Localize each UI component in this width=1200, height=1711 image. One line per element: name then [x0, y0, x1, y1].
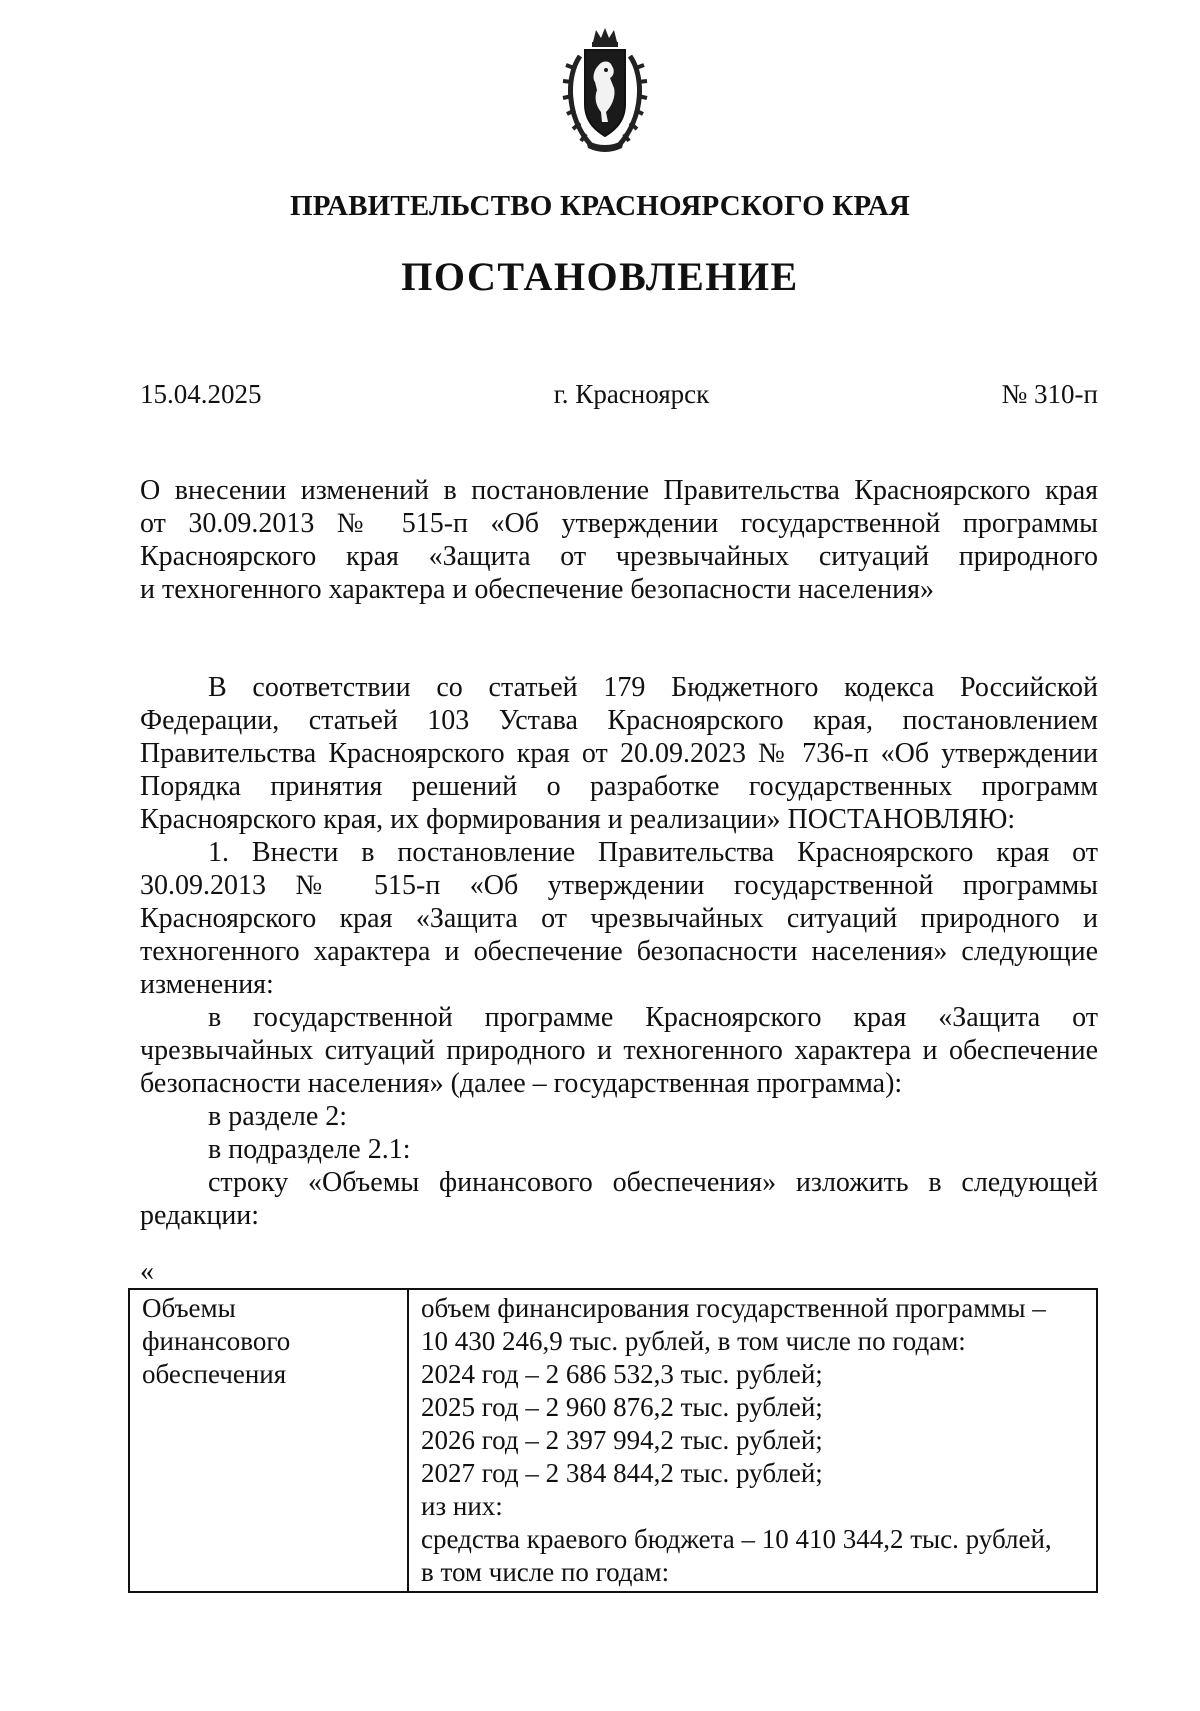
- value-line: объем финансирования государственной программы –: [421, 1293, 1046, 1323]
- value-line: из них:: [421, 1491, 503, 1521]
- table-row: [129, 1289, 1097, 1592]
- value-line: 2025 год – 2 960 876,2 тыс. рублей;: [421, 1392, 823, 1422]
- document-type-title: ПОСТАНОВЛЕНИЕ: [401, 254, 799, 299]
- row-instruction-paragraph: строку «Объемы финансового обеспечения» изложить в следующей редакции:: [140, 1167, 1098, 1231]
- document-date: 15.04.2025: [140, 379, 262, 409]
- subject-line: от 30.09.2013 № 515-п «Об утверждении государственной программы: [140, 508, 1098, 539]
- preamble-paragraph: В соответствии со статьей 179 Бюджетного кодекса Российской Федерации, статьей 103 Устава Красноярского края, постановлением Правительства Красноярского края от 20.09.2023 № 736-п «Об утверждении Порядка принятия решений о разработке государственных программ Красноярского края, их формирования и реализации» ПОСТАНОВЛЯЮ:: [140, 672, 1098, 835]
- value-line: 2024 год – 2 686 532,3 тыс. рублей;: [421, 1359, 823, 1389]
- opening-quote: «: [140, 1256, 154, 1287]
- subject-line: О внесении изменений в постановление Правительства Красноярского края: [140, 475, 1098, 506]
- table-label-cell: [129, 1289, 408, 1592]
- subject-line: Красноярского края «Защита от чрезвычайных ситуаций природного: [140, 541, 1098, 572]
- document-city: г. Красноярск: [553, 379, 710, 409]
- value-line: 2026 год – 2 397 994,2 тыс. рублей;: [421, 1425, 823, 1455]
- section-paragraph: в разделе 2:: [208, 1101, 348, 1132]
- label-line: обеспечения: [142, 1359, 287, 1389]
- item-1-paragraph: 1. Внести в постановление Правительства Красноярского края от 30.09.2013 № 515-п «Об утверждении государственной программы Красноярского края «Защита от чрезвычайных ситуаций природного и техногенного характера и обеспечение безопасности населения» следующие изменения:: [140, 837, 1098, 1000]
- financing-table: [128, 1288, 1098, 1593]
- program-paragraph: в государственной программе Красноярского края «Защита от чрезвычайных ситуаций природного и техногенного характера и обеспечение безопасности населения» (далее – государственная программа):: [140, 1002, 1098, 1099]
- subject-line: и техногенного характера и обеспечение безопасности населения»: [140, 574, 934, 605]
- document-number: № 310-п: [1001, 379, 1098, 409]
- label-line: Объемы: [142, 1293, 236, 1323]
- document-body: [140, 671, 1098, 1232]
- value-line: 2027 год – 2 384 844,2 тыс. рублей;: [421, 1458, 823, 1488]
- value-line: в том числе по годам:: [421, 1557, 670, 1587]
- document-subject: [140, 474, 1098, 606]
- table-value-cell: [408, 1289, 1097, 1592]
- label-line: финансового: [142, 1326, 291, 1356]
- coat-of-arms-icon: [560, 26, 650, 156]
- subsection-paragraph: в подразделе 2.1:: [208, 1134, 411, 1165]
- value-line: средства краевого бюджета – 10 410 344,2 тыс. рублей,: [421, 1524, 1052, 1554]
- organization-title: ПРАВИТЕЛЬСТВО КРАСНОЯРСКОГО КРАЯ: [289, 190, 911, 222]
- value-line: 10 430 246,9 тыс. рублей, в том числе по годам:: [421, 1326, 966, 1356]
- document-meta-row: [140, 378, 1098, 411]
